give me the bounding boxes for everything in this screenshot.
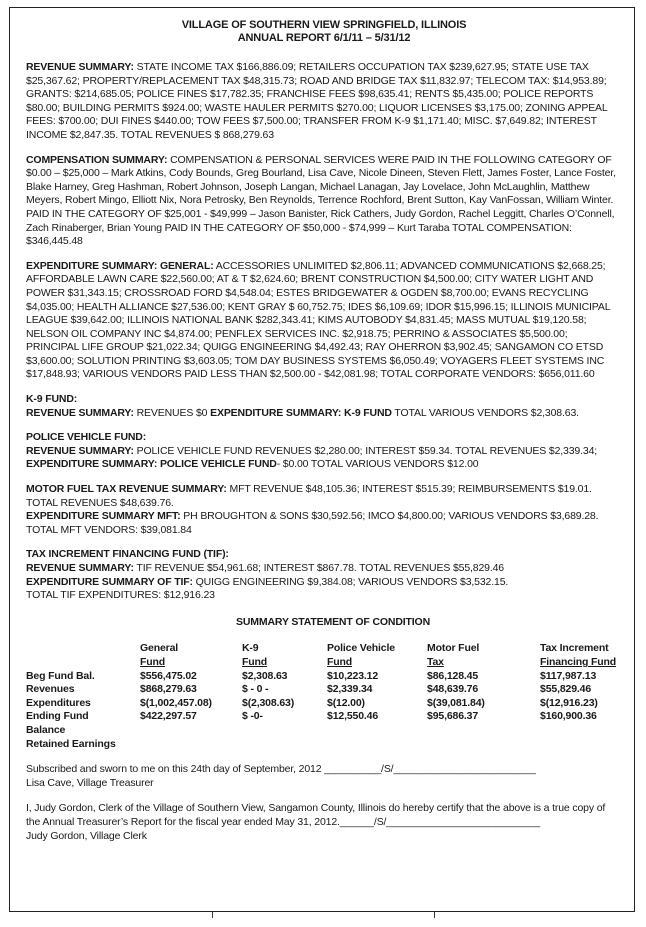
tif-revenue xyxy=(26,562,622,576)
table-cell: $(12,916.23) xyxy=(540,696,598,709)
table-row xyxy=(26,738,622,752)
police-vehicle-heading: POLICE VEHICLE FUND: xyxy=(26,431,147,444)
header-cell: Tax Increment xyxy=(540,642,609,655)
header-cell: Fund xyxy=(140,655,166,668)
table-cell: $422,297.57 xyxy=(140,710,197,723)
table-cell: $86,128.45 xyxy=(427,669,479,682)
k9-summary xyxy=(26,407,622,421)
table-header-row xyxy=(26,642,622,656)
table-cell: $ - 0 - xyxy=(242,683,269,696)
clerk-statement: I, Judy Gordon, Clerk of the Village of Southern View, Sangamon County, Illinois do hereby certify that the above is a true copy of the Annual Treasurer’s Report for the fiscal year ended May 31, 2012.______/S/___________________________ xyxy=(26,802,606,828)
compensation-summary-text: COMPENSATION & PERSONAL SERVICES WERE PAID IN THE FOLLOWING CATEGORY OF $0.00 – $25,000 – Mark Atkins, Cody Bounds, Greg Bourland, Lisa Cave, Nicole Dineen, Steven Flett, James Foster, Lance Foster, Blake Harney, Greg Hashman, Robert Johnson, Joseph Langan, Michael Lanagan, Jay Lovelace, John McLaughlin, Matthew Meyers, Robert Mingo, Elliott Nix, Nora Petrosky, Ben Reynolds, Terrence Rochford, Brent Sutton, Kay VanFossan, William Winter. PAID IN THE CATEGORY OF $25,001 - $49,999 – Jason Banister, Rick Cathers, Judy Gordon, Rachel Leggitt, Charles O’Connell, Zach Rinaberger, Brian Young PAID IN THE CATEGORY OF $50,000 - $74,999 – Kurt Taraba TOTAL COMPENSATION: $346,445.48 xyxy=(26,153,616,248)
motor-fuel-section xyxy=(26,483,622,537)
table-cell: $(39,081.84) xyxy=(427,696,485,709)
police-vehicle-summary xyxy=(26,445,622,472)
table-cell: $ -0- xyxy=(242,710,263,723)
table-cell: $48,639.76 xyxy=(427,683,479,696)
row-label: Beg Fund Bal. xyxy=(26,669,95,682)
mft-expenditure-label: EXPENDITURE SUMMARY MFT: xyxy=(26,510,181,523)
expenditure-summary-label: EXPENDITURE SUMMARY: GENERAL: xyxy=(26,259,214,272)
mft-revenue xyxy=(26,483,622,510)
row-label: Balance xyxy=(26,723,66,736)
table-cell xyxy=(540,724,622,738)
table-cell xyxy=(427,738,540,752)
k9-revenue-text: REVENUES $0 xyxy=(133,406,211,419)
clerk-name: Judy Gordon, Village Clerk xyxy=(26,829,147,842)
header-cell: Tax xyxy=(427,655,444,668)
table-row xyxy=(26,683,622,697)
header-cell xyxy=(26,656,140,670)
expenditure-summary xyxy=(26,260,622,382)
k9-revenue-label: REVENUE SUMMARY: xyxy=(26,406,134,419)
table-cell xyxy=(140,724,242,738)
title-line-1: VILLAGE OF SOUTHERN VIEW SPRINGFIELD, ILLINOIS xyxy=(181,19,467,31)
row-label: Retained Earnings xyxy=(26,737,116,750)
tif-total: TOTAL TIF EXPENDITURES: $12,916.23 xyxy=(26,589,215,602)
table-cell xyxy=(242,738,327,752)
mft-revenue-label: MOTOR FUEL TAX REVENUE SUMMARY: xyxy=(26,483,227,496)
table-cell: $556,475.02 xyxy=(140,669,197,682)
row-label: Revenues xyxy=(26,683,75,696)
clerk-certification xyxy=(26,802,622,843)
compensation-summary xyxy=(26,154,622,249)
row-label: Ending Fund xyxy=(26,710,89,723)
header-cell: Fund xyxy=(242,655,268,668)
police-vehicle-section xyxy=(26,431,622,472)
mft-revenue-text: MFT REVENUE $48,105.36; INTEREST $515.39; REIMBURSEMENTS $19.01. TOTAL REVENUES $48,639.76. xyxy=(26,483,592,509)
tif-revenue-label: REVENUE SUMMARY: xyxy=(26,562,134,574)
table-cell: $95,686.37 xyxy=(427,710,479,723)
table-row xyxy=(26,724,622,738)
table-cell xyxy=(140,738,242,752)
header-cell: Motor Fuel xyxy=(427,642,480,655)
tif-expenditure-label: EXPENDITURE SUMMARY OF TIF: xyxy=(26,575,193,588)
tif-expenditure xyxy=(26,576,622,590)
k9-expenditure-label: EXPENDITURE SUMMARY: K-9 FUND xyxy=(210,406,392,419)
table-cell: $55,829.46 xyxy=(540,683,592,696)
statement-title: SUMMARY STATEMENT OF CONDITION xyxy=(235,615,431,628)
table-cell: $160,900.36 xyxy=(540,710,597,723)
k9-heading: K-9 FUND: xyxy=(26,393,78,406)
table-row xyxy=(26,697,622,711)
table-row xyxy=(26,670,622,684)
header-cell: General xyxy=(140,642,179,655)
mft-expenditure-text: PH BROUGHTON & SONS $30,592.56; IMCO $4,800.00; VARIOUS VENDORS $3,689.28. TOTAL MFT VENDORS: $39,081.84 xyxy=(26,510,599,536)
table-cell: $117,987.13 xyxy=(540,669,597,682)
table-cell xyxy=(427,724,540,738)
table-cell xyxy=(540,738,622,752)
header-cell xyxy=(26,642,140,656)
table-cell: $(2,308.63) xyxy=(242,696,295,709)
police-revenue-label: REVENUE SUMMARY: xyxy=(26,444,134,457)
annual-report xyxy=(26,19,622,843)
header-cell: Police Vehicle xyxy=(327,642,395,655)
table-cell xyxy=(327,724,427,738)
treasurer-name: Lisa Cave, Village Treasurer xyxy=(26,776,154,789)
tif-heading: TAX INCREMENT FINANCING FUND (TIF): xyxy=(26,548,229,561)
table-cell: $12,550.46 xyxy=(327,710,379,723)
table-header-row xyxy=(26,656,622,670)
sworn-line: Subscribed and sworn to me on this 24th day of September, 2012 __________/S/_________________________ xyxy=(26,763,536,776)
police-expenditure-label: EXPENDITURE SUMMARY: POLICE VEHICLE FUND xyxy=(26,458,277,471)
row-label: Expenditures xyxy=(26,696,91,709)
treasurer-attestation xyxy=(26,763,622,790)
table-cell: $2,339.34 xyxy=(327,683,373,696)
police-revenue-text: POLICE VEHICLE FUND REVENUES $2,280.00; INTEREST $59.34. TOTAL REVENUES $2,339.34; xyxy=(133,444,598,457)
table-cell: $868,279.63 xyxy=(140,683,197,696)
tif-revenue-text: TIF REVENUE $54,961.68; INTEREST $867.78. TOTAL REVENUES $55,829.46 xyxy=(133,562,504,574)
title-line-2: ANNUAL REPORT 6/1/11 – 5/31/12 xyxy=(237,32,411,44)
police-expenditure-text: - $0.00 TOTAL VARIOUS VENDORS $12.00 xyxy=(276,458,479,471)
table-cell: $2,308.63 xyxy=(242,669,288,682)
k9-expenditure-text: TOTAL VARIOUS VENDORS $2,308.63. xyxy=(391,406,579,419)
report-title xyxy=(26,19,622,45)
expenditure-summary-text: ACCESSORIES UNLIMITED $2,806.11; ADVANCED COMMUNICATIONS $2,668.25; AFFORDABLE LAWN CARE $22,560.00; AT & T $2,624.60; BRENT CONSTRUCTION $4,500.00; CITY WATER LIGHT AND POWER $31,343.15; CROSSROAD FORD $4,548.04; ESTES BRIDGEWATER & OGDEN $8,700.00; EVANS RECYCLING $4,035.00; HEALTH ALLIANCE $27,536.00; KENT GRAY $ 60,752.75; IDES $6,109.69; IDOR $15,996.15; ILLINOIS MUNICIPAL LEAGUE $39,642.00; ILLINOIS NATIONAL BANK $282,343.41; KIMS AUTOBODY $4,831.45; MASS MUTUAL $19,120.58; NELSON OIL COMPANY INC $4,874.00; PENFLEX SERVICES INC. $2,918.75; PERRINO & ASSOCIATES $5,500.00; PRINCIPAL LIFE GROUP $21,022.34; QUIGG ENGINEERING $4,492.43; RAY OHERRON $3,902.45; SANGAMON CO ETSD $3,600.00; SOLUTION PRINTING $3,603.05; TOM DAY BUSINESS SYSTEMS $6,050.49; VOYAGERS FLEET SYSTEMS INC $17,848.93; VARIOUS VENDORS PAID LESS THAN $2,500.00 - $42,081.98; TOTAL CORPORATE VENDORS: $656,011.60 xyxy=(26,259,611,381)
header-cell: K-9 xyxy=(242,642,259,655)
crop-mark xyxy=(212,912,213,918)
table-cell: $10,223.12 xyxy=(327,669,379,682)
tif-expenditure-text: QUIGG ENGINEERING $9,384.08; VARIOUS VENDORS $3,532.15. xyxy=(192,575,509,588)
revenue-summary xyxy=(26,61,622,143)
mft-expenditure xyxy=(26,510,622,537)
revenue-summary-text: STATE INCOME TAX $166,886.09; RETAILERS OCCUPATION TAX $239,627.95; STATE USE TAX $25,367.62; PROPERTY/REPLACEMENT TAX $48,315.73; ROAD AND BRIDGE TAX $11,832.97; TELECOM TAX: $14,953.89; GRANTS: $214,685.05; POLICE FINES $17,782.35; FRANCHISE FEES $98,635.41; RENTS $5,435.00; POLICE REPORTS $80.00; BUILDING PERMITS $924.00; WASTE HAULER PERMITS $270.00; LIQUOR LICENSES $3,175.00; ZONING APPEAL FEES: $700.00; DUI FINES $440.00; TOW FEES $7,500.00; TRANSFER FROM K-9 $1,171.40; MISC. $7,649.82; INTEREST INCOME $2,847.35. TOTAL REVENUES $ 868,279.63 xyxy=(26,61,608,141)
header-cell: Fund xyxy=(327,655,353,668)
table-cell: $(12.00) xyxy=(327,696,365,709)
k9-fund-section xyxy=(26,393,622,420)
tif-section xyxy=(26,548,622,602)
summary-statement-table xyxy=(26,642,622,751)
revenue-summary-label: REVENUE SUMMARY: xyxy=(26,61,134,73)
table-cell xyxy=(242,724,327,738)
compensation-summary-label: COMPENSATION SUMMARY: xyxy=(26,153,168,166)
header-cell: Financing Fund xyxy=(540,655,617,668)
table-row xyxy=(26,710,622,724)
table-cell xyxy=(327,738,427,752)
crop-mark xyxy=(434,912,435,918)
table-cell: $(1,002,457.08) xyxy=(140,696,212,709)
